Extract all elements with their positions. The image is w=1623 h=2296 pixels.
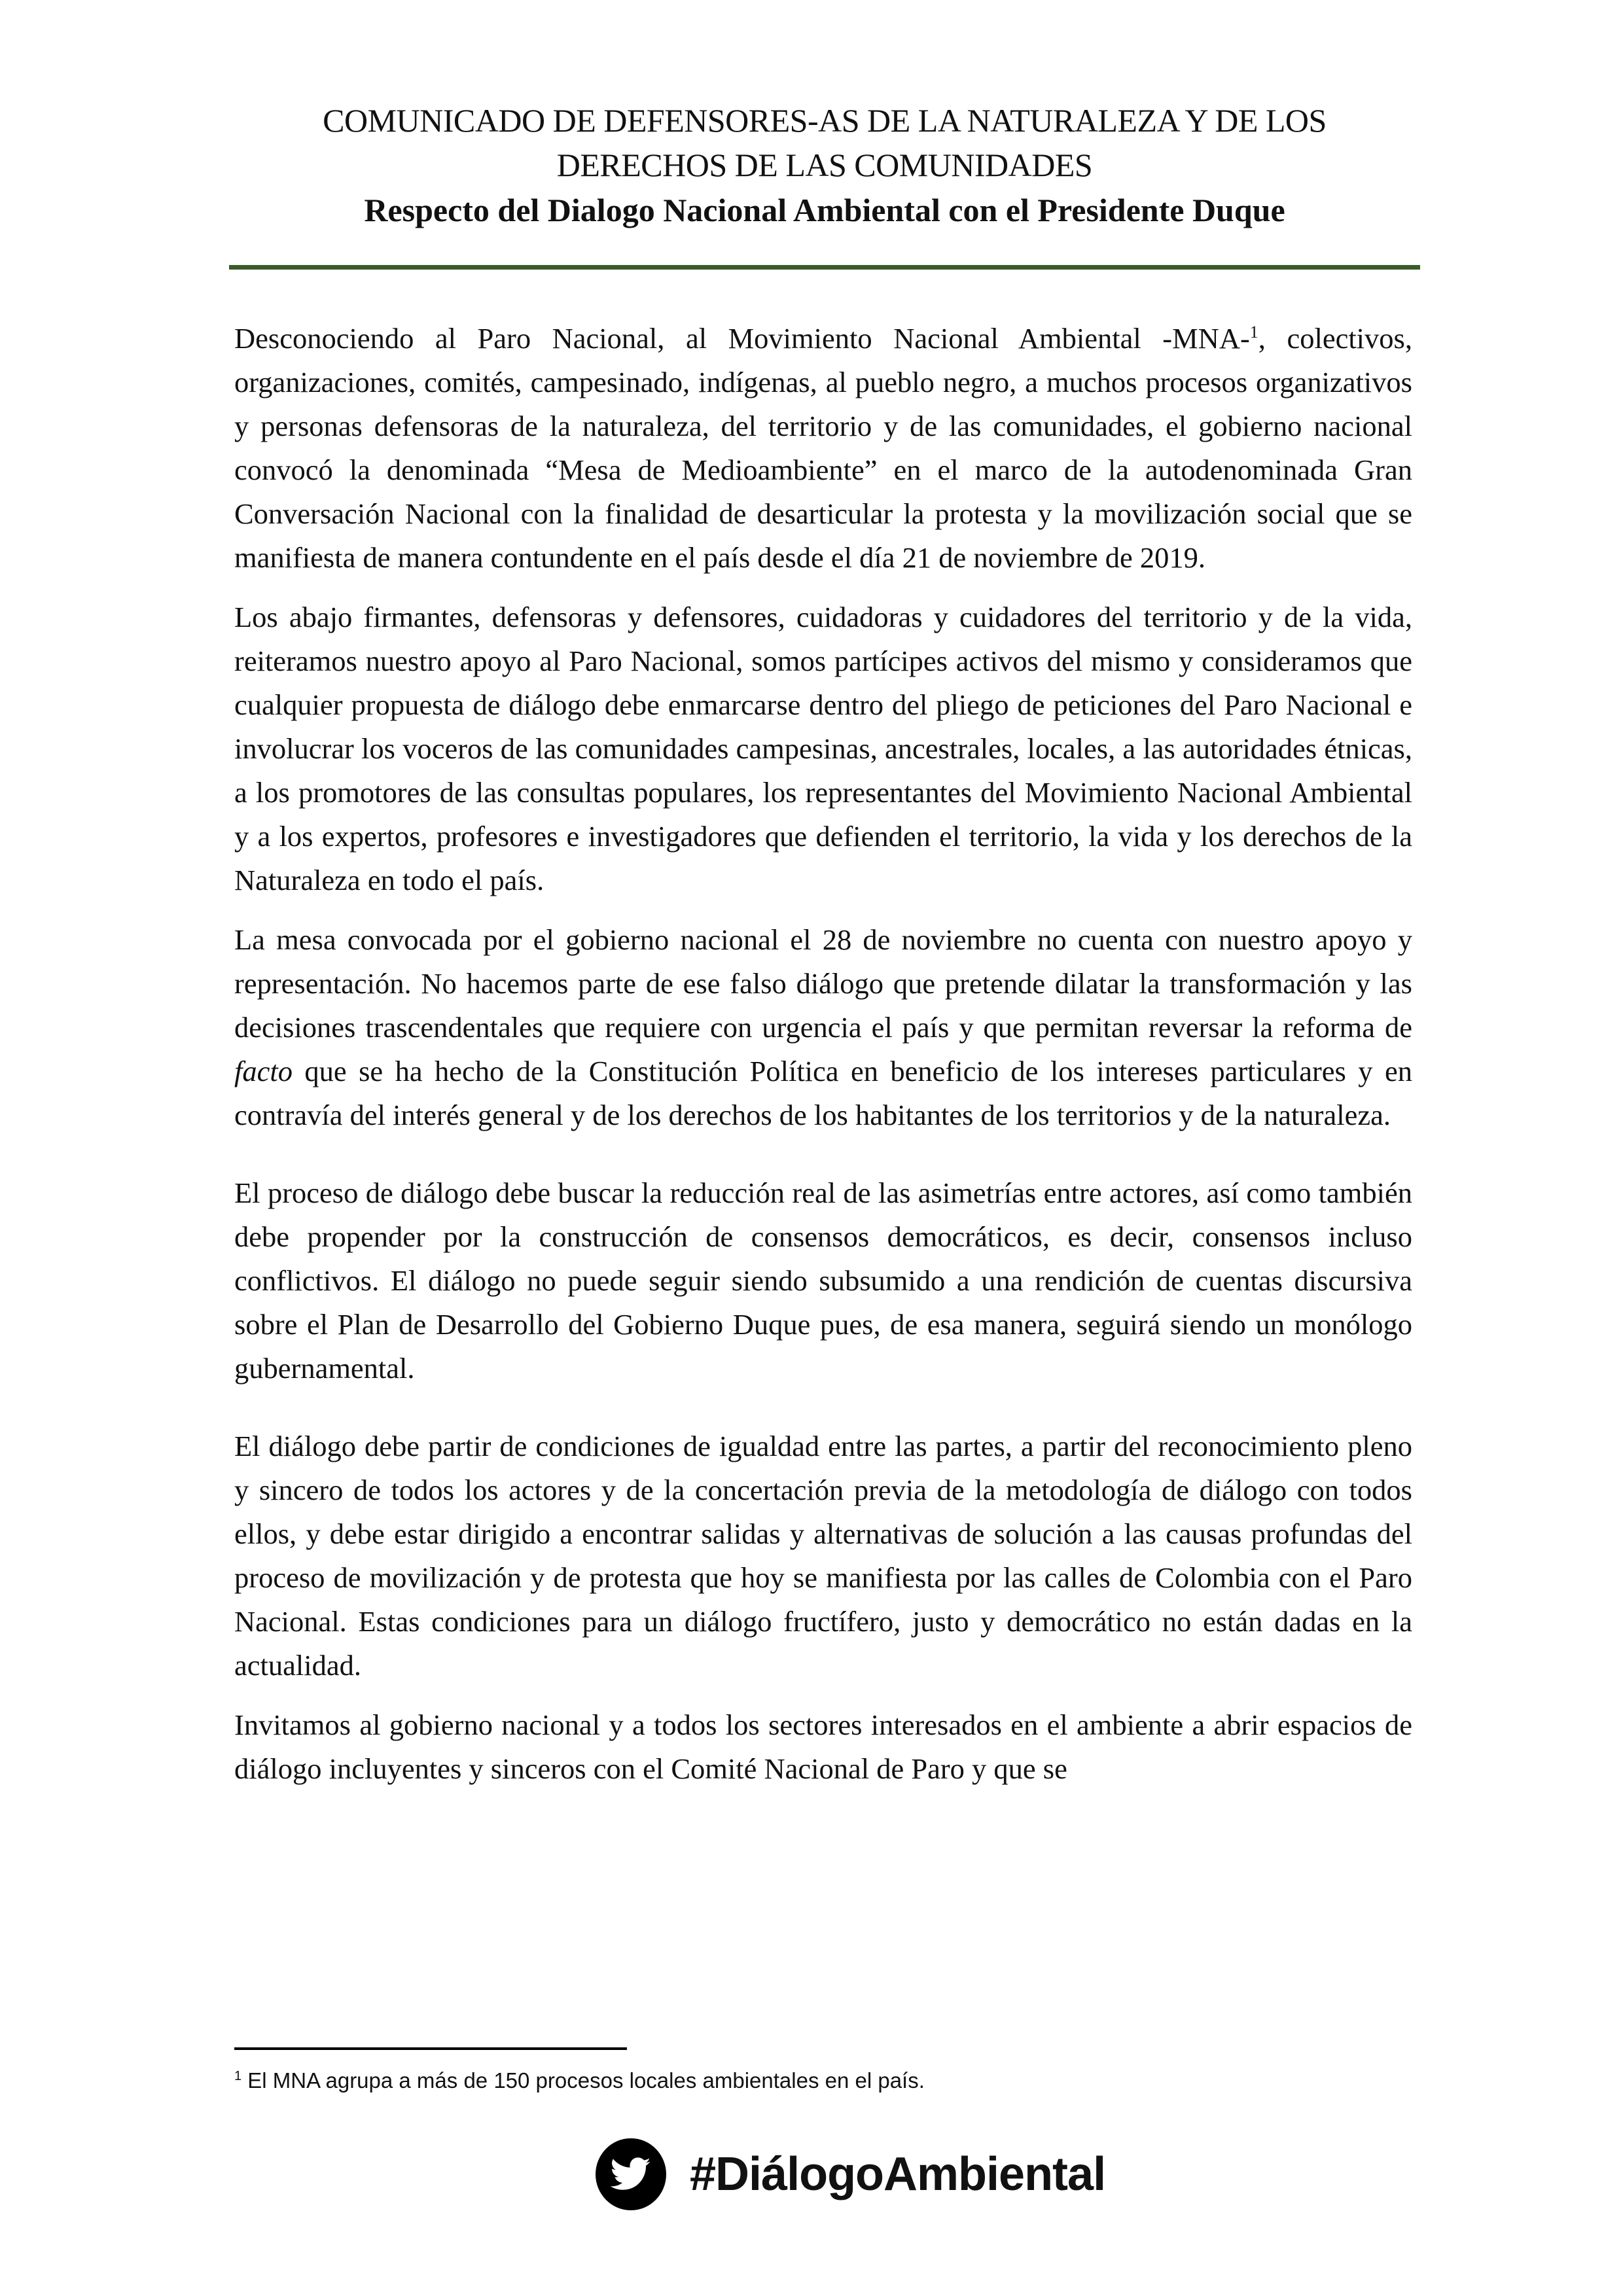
footnote-reference[interactable]: 1: [1249, 323, 1258, 342]
footnote: [234, 2066, 925, 2095]
paragraph-1-text-end: , colectivos, organizaciones, comités, campesinado, indígenas, al pueblo negro, a muchos procesos organizativos y personas defensoras de la naturaleza, del territorio y de las comunidades, el gobierno nacional convocó la denominada “Mesa de Medioambiente” en el marco de la autodenominada Gran Conversación Nacional con la finalidad de desarticular la protesta y la movilización social que se manifiesta de manera contundente en el país desde el día 21 de noviembre de 2019.: [234, 322, 1412, 574]
footnote-text: El MNA agrupa a más de 150 procesos locales ambientales en el país.: [241, 2068, 925, 2093]
title-line-1: COMUNICADO DE DEFENSORES-AS DE LA NATURALEZA Y DE LOS: [323, 102, 1327, 139]
italic-term: facto: [234, 1055, 293, 1087]
footnote-divider: [234, 2047, 627, 2050]
paragraph-3-text-start: La mesa convocada por el gobierno nacional el 28 de noviembre no cuenta con nuestro apoyo y representación. No hacemos parte de ese falso diálogo que pretende dilatar la transformación y las decisiones trascendentales que requiere con urgencia el país y que permitan reversar la reforma de: [234, 923, 1412, 1044]
hashtag-text[interactable]: #DiálogoAmbiental: [690, 2148, 1106, 2200]
header-divider: [229, 265, 1420, 270]
paragraph-1-text-start: Desconociendo al Paro Nacional, al Movimiento Nacional Ambiental -MNA-: [234, 322, 1250, 355]
paragraph-3: [234, 918, 1412, 1137]
paragraph-3-text-end: que se ha hecho de la Constitución Política en beneficio de los intereses particulares y en contravía del interés general y de los derechos de los habitantes de los territorios y de la naturaleza.: [234, 1055, 1412, 1131]
twitter-icon[interactable]: [596, 2138, 666, 2210]
paragraph-1: [234, 317, 1412, 580]
title-line-2: DERECHOS DE LAS COMUNIDADES: [556, 147, 1093, 183]
paragraph-4: El proceso de diálogo debe buscar la reducción real de las asimetrías entre actores, así como también debe propender por la construcción de consensos democráticos, es decir, consensos incluso conflictivos. El diálogo no puede seguir siendo subsumido a una rendición de cuentas discursiva sobre el Plan de Desarrollo del Gobierno Duque pues, de esa manera, seguirá siendo un monólogo gubernamental.: [234, 1176, 1412, 1385]
paragraph-2: Los abajo firmantes, defensoras y defensores, cuidadoras y cuidadores del territorio y de la vida, reiteramos nuestro apoyo al Paro Nacional, somos partícipes activos del mismo y consideramos que cualquier propuesta de diálogo debe enmarcarse dentro del pliego de peticiones del Paro Nacional e involucrar los voceros de las comunidades campesinas, ancestrales, locales, a las autoridades étnicas, a los promotores de las consultas populares, los representantes del Movimiento Nacional Ambiental y a los expertos, profesores e investigadores que defienden el territorio, la vida y los derechos de la Naturaleza en todo el país.: [234, 601, 1412, 896]
document-header: [229, 98, 1420, 233]
subtitle: Respecto del Dialogo Nacional Ambiental con el Presidente Duque: [364, 192, 1285, 228]
hashtag-banner: [596, 2138, 1105, 2210]
paragraph-5: El diálogo debe partir de condiciones de igualdad entre las partes, a partir del reconocimiento pleno y sincero de todos los actores y de la concertación previa de la metodología de diálogo con todos ellos, y debe estar dirigido a encontrar salidas y alternativas de solución a las causas profundas del proceso de movilización y de protesta que hoy se manifiesta por las calles de Colombia con el Paro Nacional. Estas condiciones para un diálogo fructífero, justo y democrático no están dadas en la actualidad.: [234, 1430, 1412, 1682]
footnote-marker: 1: [234, 2069, 242, 2083]
paragraph-6: Invitamos al gobierno nacional y a todos los sectores interesados en el ambiente a abrir espacios de diálogo incluyentes y sinceros con el Comité Nacional de Paro y que se: [234, 1708, 1412, 1785]
document-body: [234, 317, 1412, 1807]
